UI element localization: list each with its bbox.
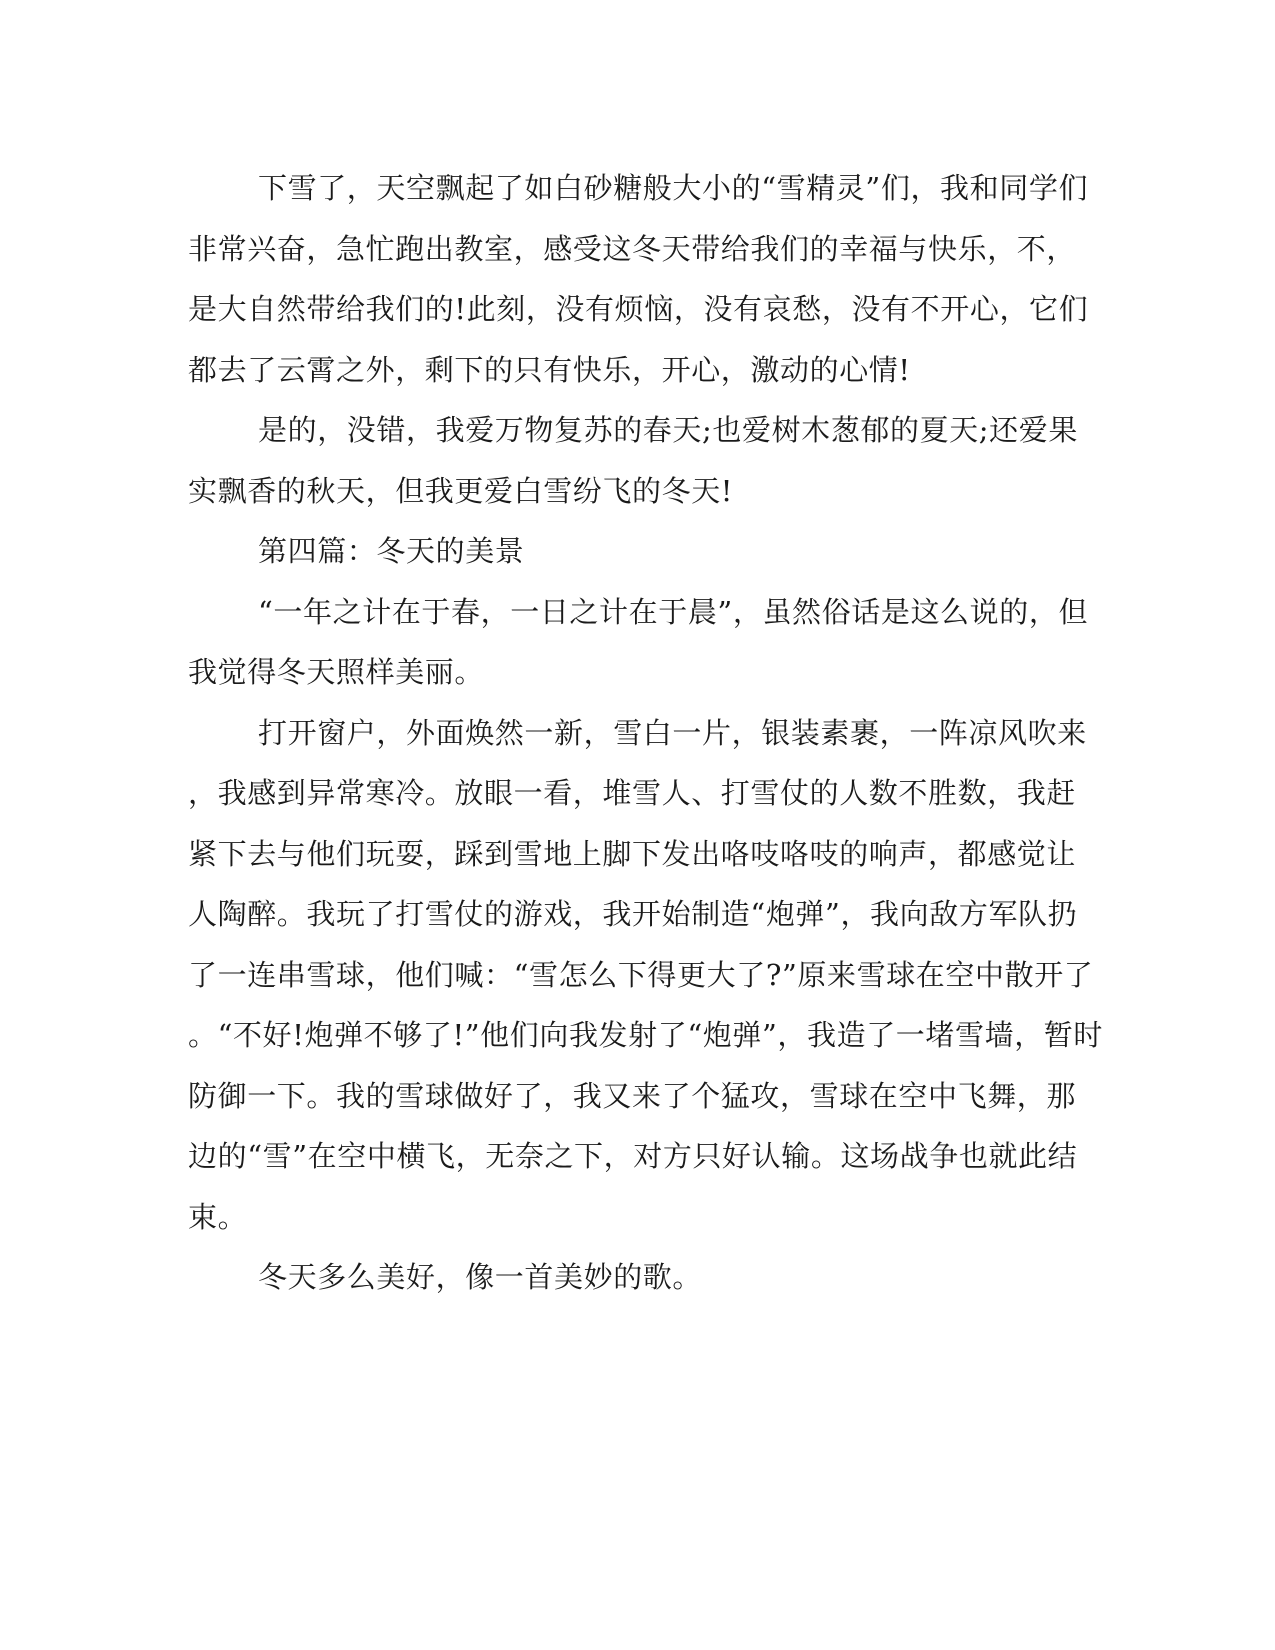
text-line: 下雪了，天空飘起了如白砂糖般大小的“雪精灵”们，我和同学们 bbox=[258, 171, 1089, 205]
section-heading: 第四篇：冬天的美景 bbox=[258, 534, 525, 568]
text-line: 实飘香的秋天，但我更爱白雪纷飞的冬天! bbox=[188, 473, 734, 508]
text-line: 边的“雪”在空中横飞，无奈之下，对方只好认输。这场战争也就此结 bbox=[188, 1139, 1078, 1173]
text-line: 打开窗户，外面焕然一新，雪白一片，银装素裹，一阵凉风吹来 bbox=[258, 715, 1087, 750]
text-line: 是的，没错，我爱万物复苏的春天;也爱树木葱郁的夏天;还爱果 bbox=[258, 413, 1078, 447]
text-line: 。“不好!炮弹不够了!”他们向我发射了“炮弹”，我造了一堵雪墙，暂时 bbox=[188, 1018, 1104, 1052]
text-line: 我觉得冬天照样美丽。 bbox=[188, 655, 485, 689]
text-line: “一年之计在于春，一日之计在于晨”，虽然俗话是这么说的，但 bbox=[258, 594, 1089, 629]
text-line: ，我感到异常寒冷。放眼一看，堆雪人、打雪仗的人数不胜数，我赶 bbox=[188, 776, 1077, 810]
text-line: 都去了云霄之外，剩下的只有快乐，开心，激动的心情! bbox=[188, 352, 911, 387]
text-line: 防御一下。我的雪球做好了，我又来了个猛攻，雪球在空中飞舞，那 bbox=[188, 1078, 1077, 1113]
text-line: 冬天多么美好，像一首美妙的歌。 bbox=[258, 1260, 703, 1294]
text-line: 非常兴奋，急忙跑出教室，感受这冬天带给我们的幸福与快乐，不， bbox=[188, 231, 1077, 266]
text-line: 了一连串雪球，他们喊：“雪怎么下得更大了?”原来雪球在空中散开了 bbox=[188, 957, 1094, 992]
text-line: 紧下去与他们玩耍，踩到雪地上脚下发出咯吱咯吱的响声，都感觉让 bbox=[188, 836, 1077, 871]
text-line: 束。 bbox=[188, 1199, 248, 1234]
text-line: 人陶醉。我玩了打雪仗的游戏，我开始制造“炮弹”，我向敌方军队扔 bbox=[188, 897, 1078, 931]
document-body bbox=[188, 158, 1104, 1308]
text-line: 是大自然带给我们的!此刻，没有烦恼，没有哀愁，没有不开心，它们 bbox=[188, 292, 1089, 326]
